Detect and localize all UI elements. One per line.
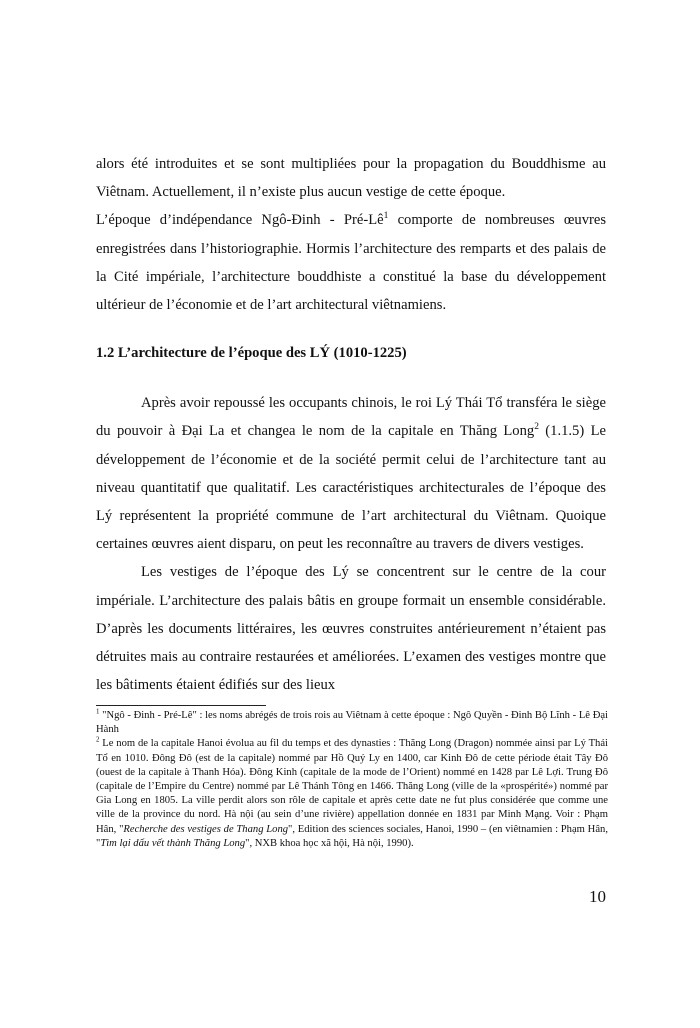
paragraph-3 bbox=[96, 389, 606, 558]
page-body bbox=[96, 150, 606, 699]
paragraph-4 bbox=[96, 558, 606, 699]
footnote-2-text-a: Le nom de la capitale Hanoi évolua au fil du temps et des dynasties : Thăng Long (Dragon) nommée ainsi par Lý Thái Tổ en 1010. Đông Đô (est de la capitale) nommé par Hồ Quý Ly en 1400, car Kinh Đô de cette période était Tây Đô (ouest de la capitale à Thanh Hóa). Đông Kinh (capitale de la mode de l’Orient) nommé en 1428 par Lê Lợi. Trung Đô (capitale de l’Empire du Centre) nommé par Lê Thánh Tông en 1466. Thăng Long (ville de la «prospérité») nommé par Gia Long en 1805. La ville perdit alors son rôle de capitale et après cette date ne fut plus considérée que comme une ville de la province du nord. Hà nội (au sein d’une rivière) appellation donnée en 1831 par Minh Mạng. Voir : Phạm Hân, " bbox=[96, 738, 608, 835]
footnote-2-number: 2 bbox=[96, 736, 100, 744]
footnote-2-title-vietnamese: Tìm lại dấu vết thành Thăng Long bbox=[100, 837, 246, 849]
footnote-1-text: "Ngô - Đinh - Pré-Lê" : les noms abrégés de trois rois au Viêtnam à cette époque : Ngô Quyền - Đinh Bộ Lĩnh - Lê Đại Hành bbox=[96, 710, 608, 736]
page-number: 10 bbox=[589, 887, 606, 906]
footnote-2-text-b: ", Edition des sciences sociales, Hanoi, 1990 – (en viêtnamien : Phạm Hân, " bbox=[96, 823, 608, 849]
footnote-2-title-french: Recherche des vestiges de Thang Long bbox=[123, 823, 289, 835]
paragraph-1-text: alors été introduites et se sont multipliées pour la propagation du Bouddhisme au Viêtnam. Actuellement, il n’existe plus aucun vestige de cette époque. bbox=[96, 156, 606, 201]
footnote-divider bbox=[96, 705, 266, 706]
section-heading: 1.2 L’architecture de l’époque des LÝ (1010-1225) bbox=[96, 345, 407, 362]
paragraph-2-text-b: comporte de nombreuses œuvres enregistrées dans l’historiographie. Hormis l’architecture des remparts et des palais de la Cité impériale, l’architecture bouddhiste a constitué la base du développement ultérieur de l’économie et de l’art architectural viêtnamiens. bbox=[96, 212, 607, 314]
footnote-ref-2[interactable]: 2 bbox=[534, 422, 539, 433]
footnotes bbox=[96, 709, 608, 851]
footnote-ref-1[interactable]: 1 bbox=[383, 211, 389, 222]
footnote-1 bbox=[96, 709, 608, 737]
footnote-2-text-c: ", NXB khoa học xã hội, Hà nội, 1990). bbox=[245, 837, 414, 849]
paragraph-2 bbox=[96, 206, 606, 319]
paragraph-3-text-a: Après avoir repoussé les occupants chinois, le roi Lý Thái Tổ transféra le siège du pouvoir à Đại La et changea le nom de la capitale en Thăng Long bbox=[96, 395, 606, 440]
paragraph-2-text-a: L’époque d’indépendance Ngô-Đinh - Pré-Lê bbox=[96, 212, 384, 229]
paragraph-4-text: Les vestiges de l’époque des Lý se concentrent sur le centre de la cour impériale. L’architecture des palais bâtis en groupe formait un ensemble considérable. D’après les documents littéraires, les œuvres construites antérieurement n’étaient pas détruites mais au contraire restaurées et améliorées. L’examen des vestiges montre que les bâtiments étaient édifiés sur des lieux bbox=[96, 564, 606, 694]
footnote-1-number: 1 bbox=[96, 708, 100, 716]
footnote-2 bbox=[96, 737, 608, 851]
paragraph-3-text-b: (1.1.5) Le développement de l’économie et de la société permit celui de l’architecture tant au niveau quantitatif que qualitatif. Les caractéristiques architecturales de l’époque des Lý représentent la propriété commune de l’art architectural du Viêtnam. Quoique certaines œuvres aient disparu, on peut les reconnaître au travers de divers vestiges. bbox=[96, 423, 606, 553]
paragraph-1 bbox=[96, 150, 606, 206]
